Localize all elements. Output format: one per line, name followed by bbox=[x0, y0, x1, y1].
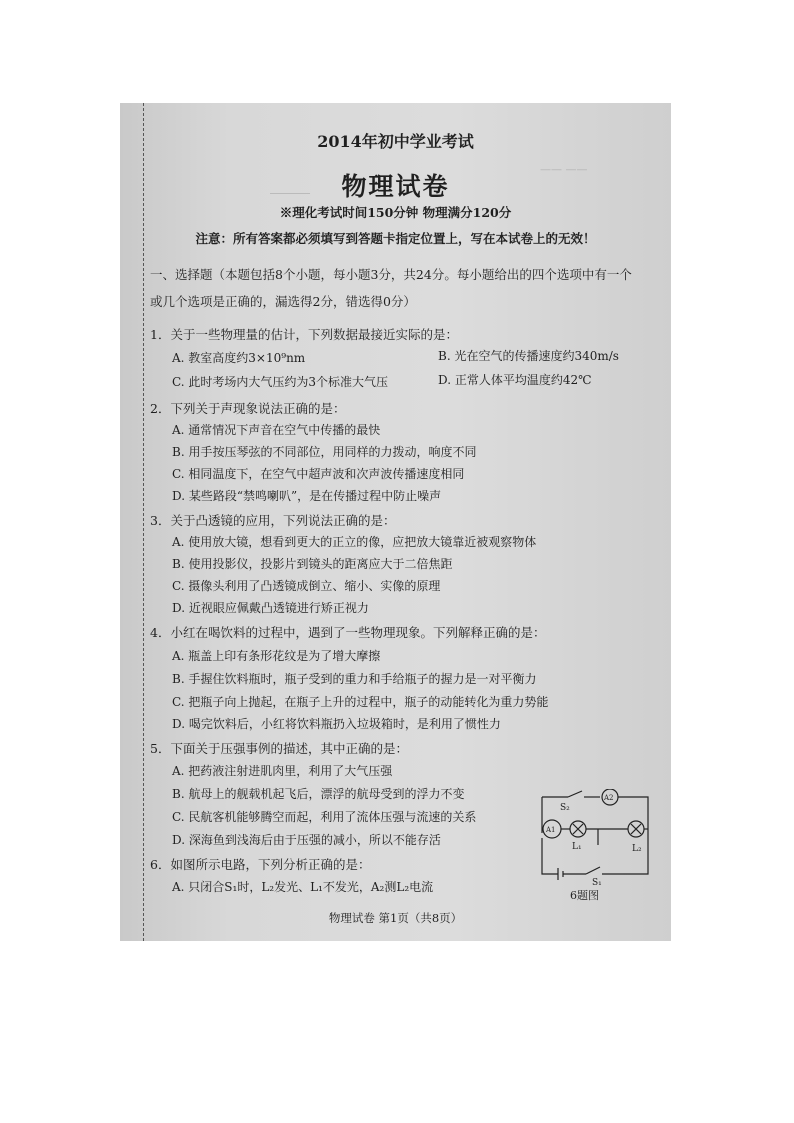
question-stem: 5．下面关于压强事例的描述，其中正确的是： bbox=[150, 741, 408, 756]
ammeter-a1-label: A1 bbox=[546, 826, 556, 834]
figure-caption: 6题图 bbox=[570, 889, 599, 901]
lamp-l1-label: L₁ bbox=[572, 842, 582, 852]
time-info: ※理化考试时间150分钟 物理满分120分 bbox=[279, 205, 512, 220]
page-footer: 物理试卷 第1页（共8页） bbox=[328, 911, 463, 925]
question-stem: 6．如图所示电路，下列分析正确的是： bbox=[150, 857, 371, 872]
option: B. 航母上的舰载机起飞后，漂浮的航母受到的浮力不变 bbox=[172, 787, 465, 801]
question-stem: 1．关于一些物理量的估计，下列数据最接近实际的是： bbox=[150, 327, 458, 342]
option: D. 近视眼应佩戴凸透镜进行矫正视力 bbox=[172, 601, 369, 615]
notice: 注意：所有答案都必须填写到答题卡指定位置上，写在本试卷上的无效！ bbox=[195, 231, 596, 246]
bleed-through: —— —— bbox=[540, 163, 588, 176]
question-stem: 3．关于凸透镜的应用，下列说法正确的是： bbox=[150, 513, 396, 528]
option: D. 某些路段“禁鸣喇叭”，是在传播过程中防止噪声 bbox=[172, 489, 442, 503]
option: A. 使用放大镜，想看到更大的正立的像，应把放大镜靠近被观察物体 bbox=[172, 535, 537, 549]
option: B. 手握住饮料瓶时，瓶子受到的重力和手给瓶子的握力是一对平衡力 bbox=[172, 672, 537, 686]
question-stem: 2．下列关于声现象说法正确的是： bbox=[150, 401, 346, 416]
option: C. 此时考场内大气压约为3个标准大气压 bbox=[172, 375, 389, 389]
switch-s2-label: S₂ bbox=[560, 803, 570, 813]
lamp-l2-label: L₂ bbox=[632, 844, 642, 854]
option: D. 喝完饮料后，小红将饮料瓶扔入垃圾箱时，是利用了惯性力 bbox=[172, 717, 501, 731]
section-heading-line1: 一、选择题（本题包括8个小题，每小题3分，共24分。每小题给出的四个选项中有一个 bbox=[150, 267, 632, 282]
binding-dashed-line bbox=[143, 103, 144, 941]
question-stem: 4．小红在喝饮料的过程中，遇到了一些物理现象。下列解释正确的是： bbox=[150, 625, 546, 640]
option: C. 相同温度下，在空气中超声波和次声波传播速度相同 bbox=[172, 467, 465, 481]
option: B. 光在空气的传播速度约340m/s bbox=[438, 349, 619, 363]
section-heading-line2: 或几个选项是正确的，漏选得2分，错选得0分） bbox=[150, 294, 416, 309]
option: A. 把药液注射进肌肉里，利用了大气压强 bbox=[172, 764, 393, 778]
circuit-diagram bbox=[536, 789, 654, 901]
option: D. 正常人体平均温度约42℃ bbox=[438, 373, 592, 387]
subject-title: 物理试卷 bbox=[341, 172, 450, 201]
option: B. 用手按压琴弦的不同部位，用同样的力拨动，响度不同 bbox=[172, 445, 477, 459]
option: A. 通常情况下声音在空气中传播的最快 bbox=[172, 423, 381, 437]
option: A. 教室高度约3×10⁹nm bbox=[172, 351, 306, 365]
option: B. 使用投影仪，投影片到镜头的距离应大于二倍焦距 bbox=[172, 557, 453, 571]
option: A. 只闭合S₁时，L₂发光、L₁不发光，A₂测L₂电流 bbox=[172, 880, 434, 894]
switch-s1-label: S₁ bbox=[592, 878, 602, 888]
option: C. 民航客机能够腾空而起，利用了流体压强与流速的关系 bbox=[172, 810, 477, 824]
option: C. 把瓶子向上抛起，在瓶子上升的过程中，瓶子的动能转化为重力势能 bbox=[172, 695, 549, 709]
option: A. 瓶盖上印有条形花纹是为了增大摩擦 bbox=[172, 649, 381, 663]
exam-sheet bbox=[120, 103, 671, 941]
exam-title: 2014年初中学业考试 bbox=[317, 132, 474, 151]
option: D. 深海鱼到浅海后由于压强的减小，所以不能存活 bbox=[172, 833, 441, 847]
option: C. 摄像头利用了凸透镜成倒立、缩小、实像的原理 bbox=[172, 579, 441, 593]
ammeter-a2-label: A2 bbox=[604, 794, 614, 802]
